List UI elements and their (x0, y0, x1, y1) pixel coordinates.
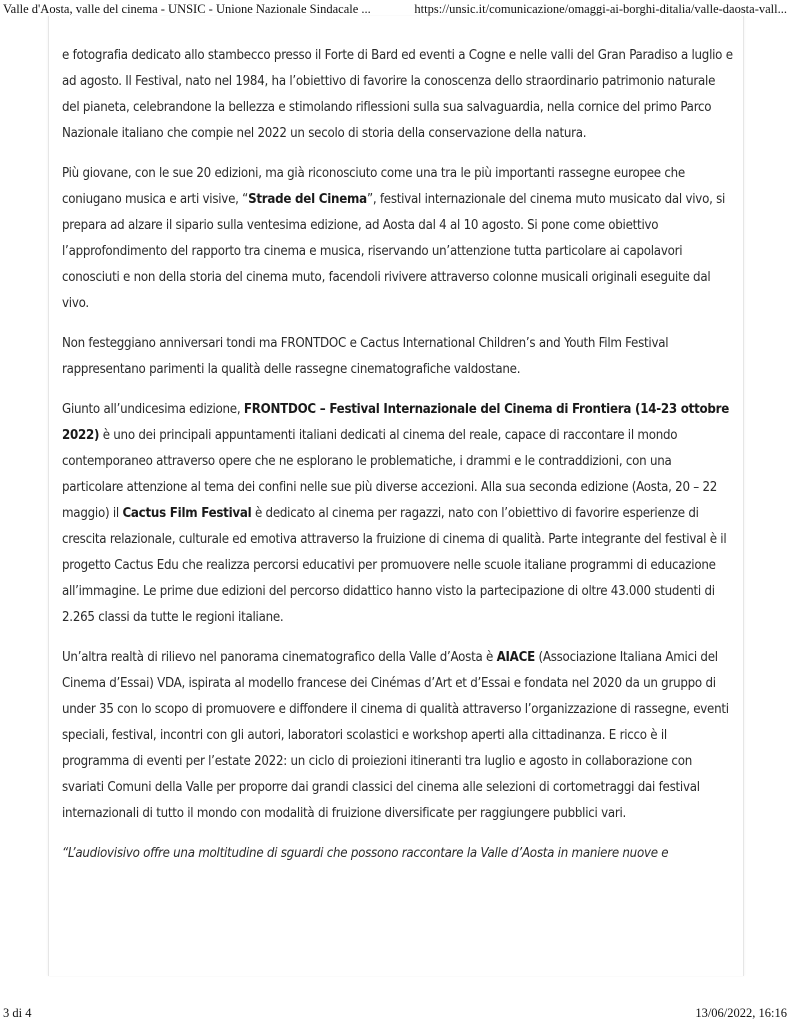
text-run: è uno dei principali appuntamenti italiani dedicati al cinema del reale, capace di raccontare il mondo contemporaneo attraverso opere che ne esplorano le problematiche, i drammi e le contraddizioni, con una particolare attenzione al tema dei confini nelle sue più diverse accezioni. Alla sua seconda edizione (Aosta, 20 – 22 maggio) il (62, 428, 718, 521)
article-quote (62, 841, 734, 867)
print-footer (0, 1006, 791, 1024)
text-run: Giunto all’undicesima edizione, (62, 402, 244, 417)
article-paragraph: Non festeggiano anniversari tondi ma FRONTDOC e Cactus International Children’s and Youth Film Festival rappresentano parimenti la qualità delle rassegne cinematografiche valdostane. (62, 336, 669, 377)
quote-text: “L’audiovisivo offre una moltitudine di sguardi che possono raccontare la Valle d’Aosta in maniere nuove e (62, 846, 669, 861)
print-datetime: 13/06/2022, 16:16 (695, 1006, 787, 1020)
text-run: ”, festival internazionale del cinema muto musicato dal vivo, si prepara ad alzare il sipario sulla ventesima edizione, ad Aosta dal 4 al 10 agosto. Si pone come obiettivo l’approfondimento del rapporto tra cinema e musica, riservando un’attenzione tutta particolare ai capolavori conosciuti e non della storia del cinema muto, facendoli rivivere attraverso colonne musicali originali eseguite dal vivo. (62, 192, 726, 311)
article-paragraph: e fotografia dedicato allo stambecco presso il Forte di Bard ed eventi a Cogne e nelle valli del Gran Paradiso a luglio e ad agosto. Il Festival, nato nel 1984, ha l’obiettivo di favorire la conoscenza dello straordinario patrimonio naturale del pianeta, celebrandone la bellezza e stimolando riflessioni sulla sua salvaguardia, nella cornice del primo Parco Nazionale italiano che compie nel 2022 un secolo di storia della conservazione della natura. (62, 48, 733, 141)
bold-text-aiace: AIACE (496, 650, 535, 665)
article-paragraph (62, 397, 734, 631)
page-indicator: 3 di 4 (3, 1006, 32, 1020)
text-run: Più giovane, con le sue 20 edizioni, ma già riconosciuto come una tra le più importanti rassegne europee che coniugano musica e arti visive, “ (62, 166, 685, 207)
text-run: è dedicato al cinema per ragazzi, nato con l’obiettivo di favorire esperienze di crescita relazionale, culturale ed emotiva attraverso la fruizione di cinema di qualità. Parte integrante del festival è il progetto Cactus Edu che realizza percorsi educativi per promuovere nelle scuole italiane programmi di educazione all’immagine. Le prime due edizioni del percorso didattico hanno visto la partecipazione di oltre 43.000 studenti di 2.265 classi da tutte le regioni italiane. (62, 506, 727, 625)
page-url: https://unsic.it/comunicazione/omaggi-ai-borghi-ditalia/valle-daosta-vall... (414, 2, 787, 16)
text-run: Un’altra realtà di rilievo nel panorama cinematografico della Valle d’Aosta è (62, 650, 497, 665)
text-run: (Associazione Italiana Amici del Cinema d’Essai) VDA, ispirata al modello francese dei Cinémas d’Art et d’Essai e fondata nel 2020 da un gruppo di under 35 con lo scopo di promuovere e diffondere il cinema di qualità attraverso l’organizzazione di rassegne, eventi speciali, festival, incontri con gli autori, laboratori scolastici e workshop aperti alla cittadinanza. E ricco è il programma di eventi per l’estate 2022: un ciclo di proiezioni itineranti tra luglio e agosto in collaborazione con svariati Comuni della Valle per proporre dai grandi classici del cinema alle selezioni di cortometraggi dai festival internazionali di tutto il mondo con modalità di fruizione diversificate per raggiungere pubblici vari. (62, 650, 729, 821)
page-title: Valle d'Aosta, valle del cinema - UNSIC - Unione Nazionale Sindacale ... (3, 2, 371, 16)
article-paragraph (62, 645, 734, 827)
article-paragraph (62, 161, 734, 317)
bold-text-strade-del-cinema: Strade del Cinema (248, 192, 367, 207)
bold-text-cactus-film-festival: Cactus Film Festival (122, 506, 252, 521)
bold-text-frontdoc: FRONTDOC – Festival Internazionale del Cinema di Frontiera (14-23 ottobre 2022) (62, 402, 730, 443)
article-body (62, 43, 734, 881)
